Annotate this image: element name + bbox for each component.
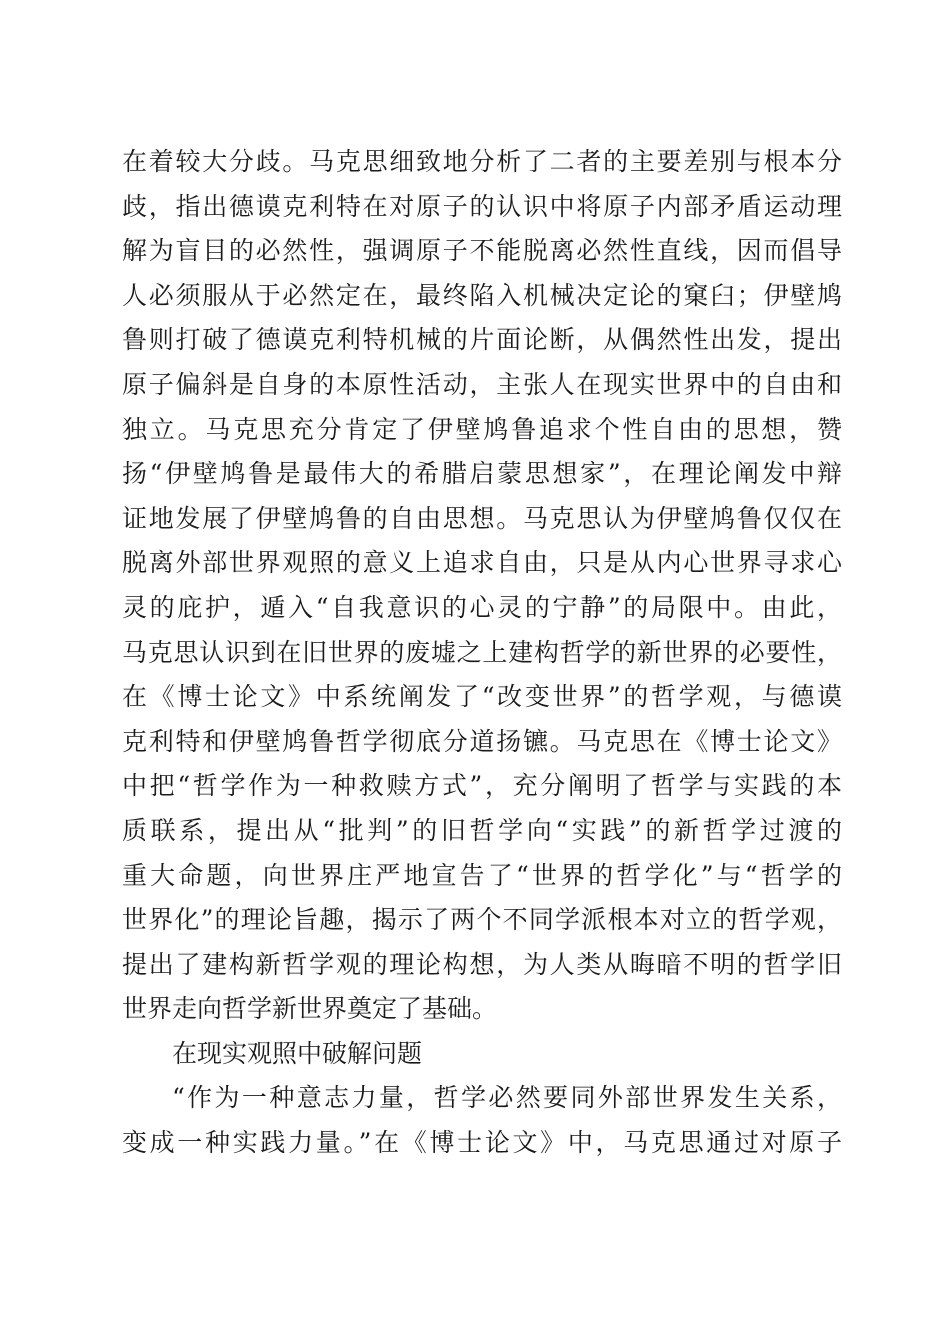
paragraph-1-line-9: 证地发展了伊壁鸠鲁的自由思想。马克思认为伊壁鸠鲁仅仅在 <box>122 503 842 533</box>
paragraph-1-line-4: 人必须服从于必然定在，最终陷入机械决定论的窠臼；伊壁鸠 <box>122 280 842 310</box>
paragraph-1-line-11: 灵的庇护，遁入“自我意识的心灵的宁静”的局限中。由此， <box>122 592 842 622</box>
paragraph-2-line-2: 变成一种实践力量。”在《博士论文》中，马克思通过对原子 <box>122 1128 842 1158</box>
paragraph-1-line-12: 马克思认识到在旧世界的废墟之上建构哲学的新世界的必要性， <box>122 637 842 667</box>
body-text <box>122 140 842 1166</box>
paragraph-1-line-10: 脱离外部世界观照的意义上追求自由，只是从内心世界寻求心 <box>122 548 842 578</box>
paragraph-1-line-1: 在着较大分歧。马克思细致地分析了二者的主要差别与根本分 <box>122 147 842 176</box>
paragraph-1-line-15: 中把“哲学作为一种救赎方式”，充分阐明了哲学与实践的本 <box>122 771 842 801</box>
section-heading: 在现实观照中破解问题 <box>172 1038 423 1068</box>
paragraph-1-line-16: 质联系，提出从“批判”的旧哲学向“实践”的新哲学过渡的 <box>122 815 842 845</box>
paragraph-1-line-17: 重大命题，向世界庄严地宣告了“世界的哲学化”与“哲学的 <box>122 860 842 890</box>
paragraph-1-line-5: 鲁则打破了德谟克利特机械的片面论断，从偶然性出发，提出 <box>122 325 842 355</box>
paragraph-1-line-6: 原子偏斜是自身的本原性活动，主张人在现实世界中的自由和 <box>122 369 842 399</box>
paragraph-1-line-13: 在《博士论文》中系统阐发了“改变世界”的哲学观，与德谟 <box>122 682 842 712</box>
paragraph-1-line-14: 克利特和伊壁鸠鲁哲学彻底分道扬镳。马克思在《博士论文》 <box>122 726 842 756</box>
paragraph-1-line-20: 世界走向哲学新世界奠定了基础。 <box>122 994 498 1024</box>
paragraph-1-line-3: 解为盲目的必然性，强调原子不能脱离必然性直线，因而倡导 <box>122 236 842 266</box>
paragraph-1-line-2: 歧，指出德谟克利特在对原子的认识中将原子内部矛盾运动理 <box>122 191 842 221</box>
paragraph-2-line-1: “作为一种意志力量，哲学必然要同外部世界发生关系， <box>172 1083 842 1113</box>
paragraph-1-line-7: 独立。马克思充分肯定了伊壁鸠鲁追求个性自由的思想，赞 <box>122 414 842 444</box>
paragraph-1-line-19: 提出了建构新哲学观的理论构想，为人类从晦暗不明的哲学旧 <box>122 949 842 979</box>
paragraph-1-line-8: 扬“伊壁鸠鲁是最伟大的希腊启蒙思想家”，在理论阐发中辩 <box>122 459 842 489</box>
paragraph-1-line-18: 世界化”的理论旨趣，揭示了两个不同学派根本对立的哲学观， <box>122 905 842 935</box>
